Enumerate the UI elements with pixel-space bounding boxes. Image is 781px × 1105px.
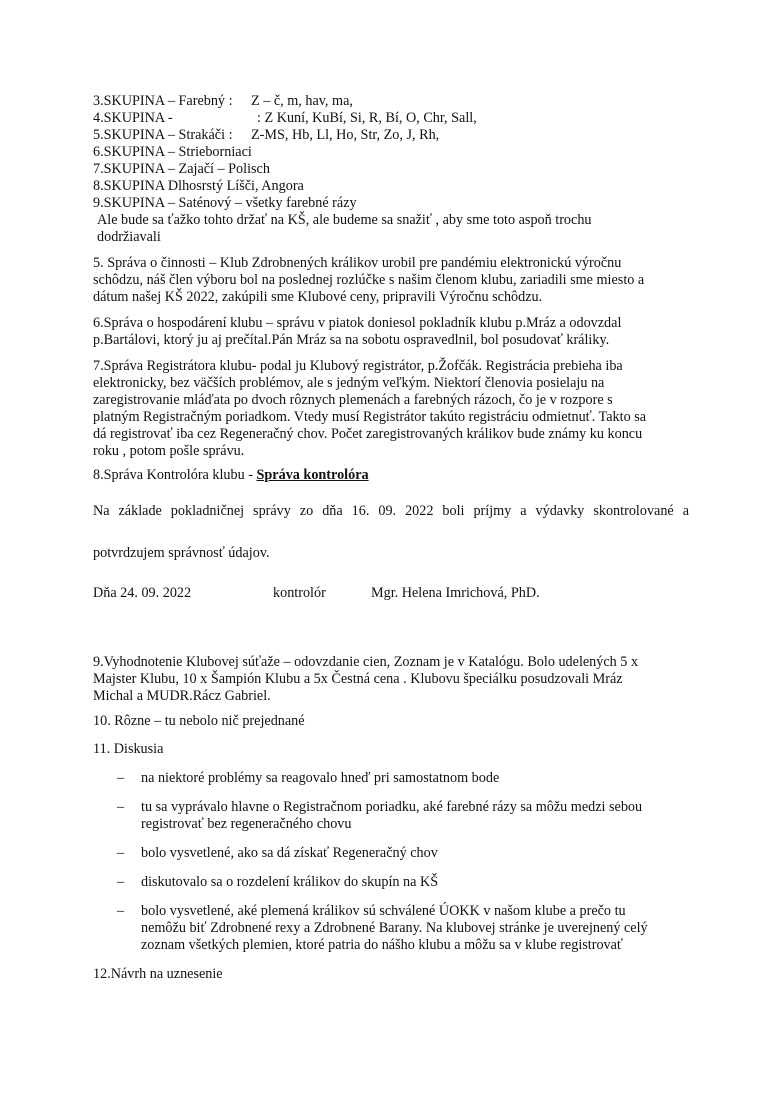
section-12-resolution-proposal: 12.Návrh na uznesenie: [93, 966, 223, 982]
bullet-dash: –: [117, 770, 125, 786]
section-7-line-4: platným Registračným poriadkom. Vtedy musí Registrátor takúto registráciu odmietnuť. Takto sa: [93, 409, 647, 425]
discussion-item-4: [141, 874, 701, 891]
auditor-name: Mgr. Helena Imrichová, PhD.: [371, 585, 540, 601]
discussion-item-1-line-1: na niektoré problémy sa reagovalo hneď pri samostatnom bode: [141, 770, 500, 786]
group-5-text: Z-MS, Hb, Ll, Ho, Str, Zo, J, Rh,: [251, 127, 440, 143]
section-7-line-3: zaregistrovanie mláďata po dvoch rôznych plemenách a farebných rázoch, čo je v rozpore s: [93, 392, 613, 408]
groups-note-line-2: dodržiavali: [97, 229, 161, 245]
discussion-item-2-line-2: registrovať bez regeneračného chovu: [141, 816, 352, 832]
section-9-line-1: 9.Vyhodnotenie Klubovej súťaže – odovzdanie cien, Zoznam je v Katalógu. Bolo udelených 5 x: [93, 654, 639, 670]
auditor-date: Dňa 24. 09. 2022: [93, 585, 192, 601]
bullet-dash: –: [117, 903, 125, 919]
section-8-prefix: 8.Správa Kontrolóra klubu -: [93, 467, 257, 483]
discussion-item-4-line-1: diskutovalo sa o rozdelení králikov do skupín na KŠ: [141, 874, 439, 890]
auditor-report-title: Správa kontrolóra: [256, 467, 369, 483]
auditor-role: kontrolór: [273, 585, 326, 601]
groups-note-line-1: Ale bude sa ťažko tohto držať na KŠ, ale budeme sa snažiť , aby sme toto aspoň trochu: [97, 212, 592, 228]
discussion-item-5: [141, 903, 701, 954]
bullet-dash: –: [117, 845, 125, 861]
section-9-line-3: Michal a MUDR.Rácz Gabriel.: [93, 688, 271, 704]
discussion-item-5-line-2: nemôžu biť Zdrobnené rexy a Zdrobnené Barany. Na klubovej stránke je uverejnený celý: [141, 920, 648, 936]
discussion-item-2: [141, 799, 701, 833]
section-11-discussion-heading: 11. Diskusia: [93, 741, 164, 757]
group-3-text: Z – č, m, hav, ma,: [251, 93, 353, 109]
auditor-statement-line-2: potvrdzujem správnosť údajov.: [93, 545, 270, 561]
group-9-label: 9.SKUPINA – Saténový – všetky farebné rázy: [93, 195, 357, 211]
discussion-item-2-line-1: tu sa vyprávalo hlavne o Registračnom poriadku, aké farebné rázy sa môžu medzi sebou: [141, 799, 643, 815]
group-4-label: 4.SKUPINA -: [93, 110, 173, 126]
section-7-line-5: dá registrovať iba cez Regeneračný chov. Počet zaregistrovaných králikov bude známy ku koncu: [93, 426, 643, 442]
section-5-line-1: 5. Správa o činnosti – Klub Zdrobnených králikov urobil pre pandémiu elektronickú výročnu: [93, 255, 622, 271]
group-7-label: 7.SKUPINA – Zajačí – Polisch: [93, 161, 270, 177]
discussion-item-5-line-1: bolo vysvetlené, aké plemená králikov sú schválené ÚOKK v našom klube a prečo tu: [141, 903, 626, 919]
section-8-heading: [93, 467, 369, 484]
auditor-statement-line-1: Na základe pokladničnej správy zo dňa 16. 09. 2022 boli príjmy a výdavky skontrolované a: [93, 503, 689, 519]
group-6-label: 6.SKUPINA – Strieborniaci: [93, 144, 252, 160]
section-9-line-2: Majster Klubu, 10 x Šampión Klubu a 5x Čestná cena . Klubovu špeciálku posudzovali Mráz: [93, 671, 623, 687]
section-5-line-2: schôdzu, náš člen výboru bol na poslednej rozlúčke s našim členom klubu, zariadili sme miesto a: [93, 272, 645, 288]
group-3-label: 3.SKUPINA – Farebný :: [93, 93, 233, 109]
discussion-item-3: [141, 845, 701, 862]
group-4-text: : Z Kuní, KuBí, Si, R, Bí, O, Chr, Sall,: [257, 110, 477, 126]
section-6-line-1: 6.Správa o hospodárení klubu – správu v piatok doniesol pokladník klubu p.Mráz a odovzdal: [93, 315, 622, 331]
section-7-line-6: roku , potom pošle správu.: [93, 443, 245, 459]
discussion-item-1: [141, 770, 701, 787]
section-7-line-1: 7.Správa Registrátora klubu- podal ju Klubový registrátor, p.Žofčák. Registrácia prebieha iba: [93, 358, 623, 374]
bullet-dash: –: [117, 799, 125, 815]
section-7-line-2: elektronicky, bez väčších problémov, ale s jedným veľkým. Niektorí členovia posielaju na: [93, 375, 605, 391]
bullet-dash: –: [117, 874, 125, 890]
section-10-misc: 10. Rôzne – tu nebolo nič prejednané: [93, 713, 305, 729]
section-6-line-2: p.Bartálovi, ktorý ju aj prečítal.Pán Mráz sa na sobotu ospravedlnil, bol posudovať králiky.: [93, 332, 610, 348]
discussion-item-5-line-3: zoznam všetkých plemien, ktoré patria do nášho klubu a môžu sa v klube registrovať: [141, 937, 623, 953]
group-5-label: 5.SKUPINA – Strakáči :: [93, 127, 233, 143]
section-5-line-3: dátum našej KŠ 2022, zakúpili sme Klubové ceny, pripravili Výročnu schôdzu.: [93, 289, 543, 305]
discussion-item-3-line-1: bolo vysvetlené, ako sa dá získať Regeneračný chov: [141, 845, 438, 861]
group-8-label: 8.SKUPINA Dlhosrstý Líšči, Angora: [93, 178, 304, 194]
